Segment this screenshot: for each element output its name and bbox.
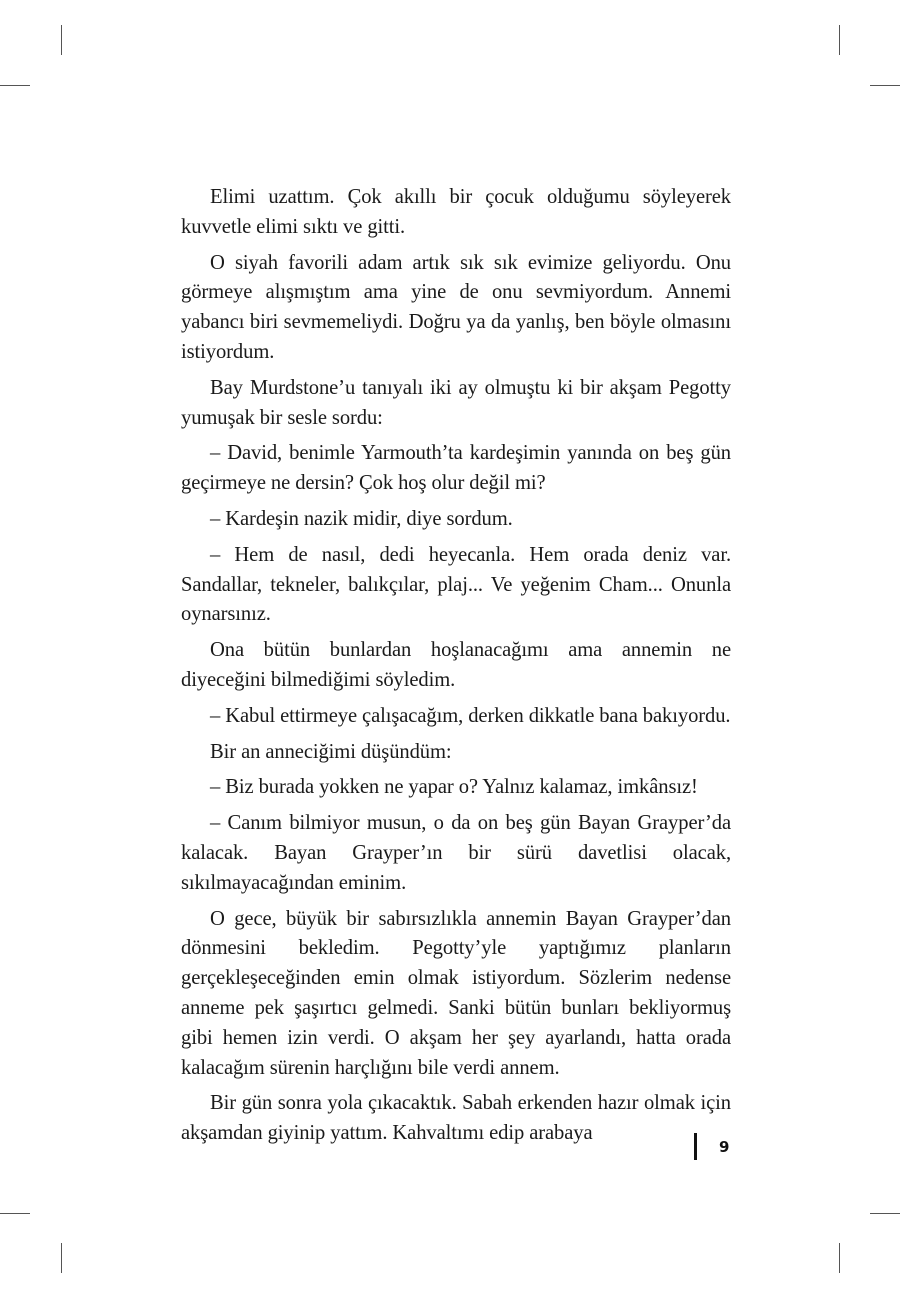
paragraph: Bay Murdstone’u tanıyalı iki ay olmuştu ki bir akşam Pegotty yumuşak bir sesle sordu:	[181, 376, 731, 429]
paragraph: Bir gün sonra yola çıkacaktık. Sabah erkenden hazır olmak için akşamdan giyinip yattım. Kahvaltımı edip arabaya	[181, 1092, 731, 1145]
paragraph: Elimi uzattım. Çok akıllı bir çocuk olduğumu söyleyerek kuvvetle elimi sıktı ve gitti.	[181, 186, 731, 238]
page-number-bar	[694, 1133, 697, 1160]
paragraph: O gece, büyük bir sabırsızlıkla annemin Bayan Grayper’dan dönmesini bekledim. Pegotty’yle yaptığımız planların gerçekleşeceğinden emin olmak istiyordum. Sözlerim nedense anneme pek şaşırtıcı gelmedi. Sanki bütün bunları bekliyormuş gibi hemen izin verdi. O akşam her şey ayarlandı, hatta orada kalacağım sürenin harçlığını bile verdi annem.	[181, 907, 731, 1079]
crop-mark-top-right-horizontal	[870, 85, 900, 86]
crop-mark-top-left-horizontal	[0, 85, 30, 86]
paragraph: – Canım bilmiyor musun, o da on beş gün Bayan Grayper’da kalacak. Bayan Grayper’ın bir sürü davetlisi olacak, sıkılmayacağından eminim.	[181, 812, 731, 894]
crop-mark-bottom-right-vertical	[839, 1243, 840, 1273]
paragraph: – Hem de nasıl, dedi heyecanla. Hem orada deniz var. Sandallar, tekneler, balıkçılar, plaj... Ve yeğenim Cham... Onunla oynarsınız.	[181, 543, 731, 626]
page-number: 9	[719, 1137, 730, 1156]
paragraph: O siyah favorili adam artık sık sık evimize geliyordu. Onu görmeye alışmıştım ama yine de onu sevmiyordum. Annemi yabancı biri sevmemeliydi. Doğru ya da yanlış, ben böyle olmasını istiyordum.	[181, 251, 731, 363]
body-text	[181, 183, 731, 1155]
paragraph: – Kabul ettirmeye çalışacağım, derken dikkatle bana bakıyordu.	[210, 704, 731, 727]
crop-mark-bottom-right-horizontal	[870, 1213, 900, 1214]
crop-mark-bottom-left-vertical	[61, 1243, 62, 1273]
paragraph: – Biz burada yokken ne yapar o? Yalnız kalamaz, imkânsız!	[210, 776, 698, 799]
paragraph: – Kardeşin nazik midir, diye sordum.	[210, 507, 513, 530]
paragraph: Ona bütün bunlardan hoşlanacağımı ama annemin ne diyeceğini bilmediğimi söyledim.	[181, 639, 731, 691]
crop-mark-top-right-vertical	[839, 25, 840, 55]
paragraph: Bir an anneciğimi düşündüm:	[210, 740, 452, 763]
page-footer	[694, 1133, 729, 1160]
paragraph: – David, benimle Yarmouth’ta kardeşimin yanında on beş gün geçirmeye ne dersin? Çok hoş olur değil mi?	[181, 442, 731, 495]
crop-mark-top-left-vertical	[61, 25, 62, 55]
crop-mark-bottom-left-horizontal	[0, 1213, 30, 1214]
